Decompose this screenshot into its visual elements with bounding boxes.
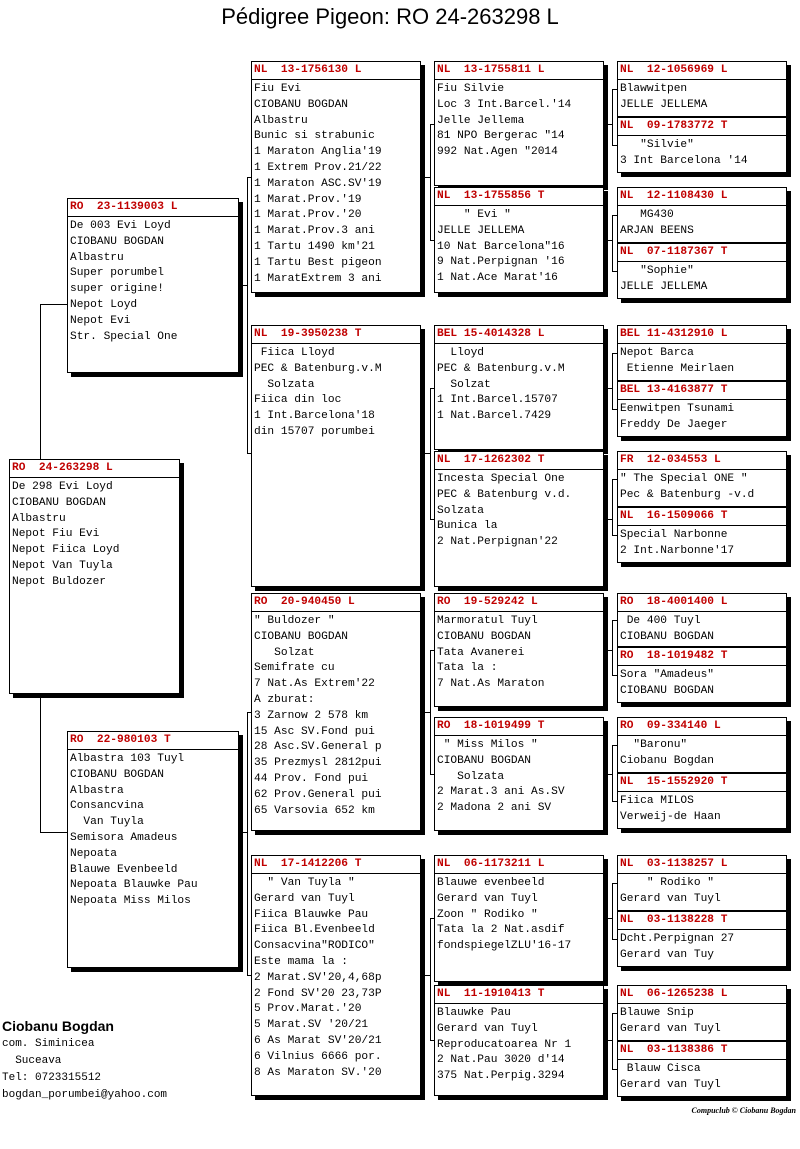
pigeon-card-ddd [434, 985, 604, 1096]
pigeon-info-line: 2 Int.Narbonne'17 [620, 544, 735, 557]
pigeon-info-line: 44 Prov. Fond pui [254, 772, 369, 785]
pigeon-info-line: Etienne Meirlaen [620, 362, 735, 375]
pigeon-info-line: 5 Prov.Marat.'20 [254, 1003, 362, 1016]
pigeon-card-sd [251, 325, 421, 587]
connector-line [612, 479, 613, 535]
pigeon-card-dsd [434, 717, 604, 831]
pigeon-info-line: Eenwitpen Tsunami [620, 403, 735, 415]
connector-line [604, 1040, 612, 1041]
connector-line [247, 177, 248, 453]
pigeon-info-line: Gerard van Tuyl [620, 1022, 721, 1035]
ring-number: RO 24-263298 L [10, 460, 179, 478]
pigeon-info-line: Albastru [254, 114, 308, 127]
pigeon-info-line: Blauwe Snip [620, 1007, 694, 1019]
pigeon-card-g14 [617, 911, 787, 967]
pigeon-info-line: Solzat [437, 378, 491, 391]
pigeon-info-line: Fiica din loc [254, 394, 342, 407]
pigeon-info-line: 1 MaratExtrem 3 ani [254, 272, 382, 285]
pigeon-info-line: Fiica MILOS [620, 795, 694, 807]
ring-number: NL 13-1756130 L [252, 62, 420, 80]
pigeon-info-line: PEC & Batenburg.v.M [437, 362, 565, 375]
pigeon-info-line: Solzata [437, 504, 484, 517]
ring-number: BEL 11-4312910 L [618, 326, 786, 344]
connector-line [40, 304, 41, 459]
pigeon-card-g3 [617, 187, 787, 243]
pigeon-info-line: Nepot Van Tuyla [12, 559, 113, 572]
connector-line [604, 519, 612, 520]
ring-number: NL 03-1138257 L [618, 856, 786, 874]
connector-line [40, 698, 41, 832]
pigeon-info-line: 1 Nat.Ace Marat'16 [437, 272, 558, 285]
pigeon-card-sdd [434, 451, 604, 587]
owner-name: Ciobanu Bogdan [2, 1018, 114, 1034]
pigeon-info-line: 62 Prov.General pui [254, 788, 382, 801]
pigeon-info-line: Lloyd [437, 347, 484, 359]
pigeon-info-line: Tata la : [437, 662, 498, 675]
pigeon-info-line: 7 Nat.As Maraton [437, 678, 545, 691]
pigeon-info-line: 1 Nat.Barcel.7429 [437, 410, 552, 423]
pigeon-info-line: CIOBANU BOGDAN [12, 496, 106, 509]
pigeon-card-g15 [617, 985, 787, 1041]
pigeon-info-line: Fiica Bl.Evenbeeld [254, 924, 375, 937]
pigeon-info-line: 375 Nat.Perpig.3294 [437, 1070, 565, 1083]
connector-line [604, 918, 612, 919]
pigeon-card-dd [251, 855, 421, 1096]
pigeon-info-line: Nepot Evi [70, 314, 131, 327]
pigeon-info-line: Albastru [70, 251, 124, 264]
pigeon-card-g12 [617, 773, 787, 829]
pigeon-info-line: 3 Zarnow 2 578 km [254, 709, 369, 722]
ring-number: NL 11-1910413 T [435, 986, 603, 1004]
pigeon-info-line: " Rodiko " [620, 877, 714, 889]
connector-line [247, 712, 248, 975]
pigeon-info-line: 1 Int.Barcelona'18 [254, 410, 375, 423]
pigeon-info-line: 1 Marat.Prov.'19 [254, 193, 362, 206]
pigeon-info-line: Tata Avanerei [437, 646, 525, 659]
pigeon-info-line: 2 Nat.Pau 3020 d'14 [437, 1054, 565, 1067]
pigeon-info-line: Ciobanu Bogdan [620, 754, 714, 767]
pigeon-card-g1 [617, 61, 787, 117]
pigeon-info-line: De 298 Evi Loyd [12, 481, 113, 493]
pigeon-info-line: Special Narbonne [620, 529, 728, 541]
owner-address-line: Suceava [2, 1055, 62, 1067]
pigeon-info-line: Gerard van Tuy [620, 948, 714, 961]
pigeon-info-line: Nepot Fiica Loyd [12, 544, 120, 557]
pigeon-card-g9 [617, 593, 787, 647]
pigeon-info-line: 81 NPO Bergerac "14 [437, 130, 565, 143]
pigeon-info-line: CIOBANU BOGDAN [620, 630, 714, 643]
pigeon-info-line: JELLE JELLEMA [437, 224, 525, 237]
pigeon-info-line: Blauwke Pau [437, 1007, 511, 1019]
pigeon-card-g13 [617, 855, 787, 911]
ring-number: RO 22-980103 T [68, 732, 238, 750]
pigeon-info-line: 35 Prezmysl 2812pui [254, 757, 382, 770]
pigeon-info-line: Albastra 103 Tuyl [70, 753, 185, 765]
ring-number: NL 16-1509066 T [618, 508, 786, 526]
ring-number: RO 18-4001400 L [618, 594, 786, 612]
pigeon-info-line: Consacvina"RODICO" [254, 940, 375, 953]
ring-number: FR 12-034553 L [618, 452, 786, 470]
ring-number: NL 07-1187367 T [618, 244, 786, 262]
pigeon-info-line: 3 Int Barcelona '14 [620, 154, 748, 167]
pigeon-info-line: 1 Extrem Prov.21/22 [254, 161, 382, 174]
pigeon-card-ds [251, 593, 421, 831]
pigeon-card-sds [434, 325, 604, 450]
pigeon-info-line: Blawwitpen [620, 83, 688, 95]
pigeon-info-line: Dcht.Perpignan 27 [620, 933, 735, 945]
pigeon-info-line: Fiu Silvie [437, 83, 505, 95]
pigeon-info-line: Verweij-de Haan [620, 810, 721, 823]
pigeon-info-line: 1 Marat.Prov.3 ani [254, 225, 375, 238]
pigeon-info-line: 2 Marat.SV'20,4,68p [254, 971, 382, 984]
pigeon-info-line: Gerard van Tuyl [254, 892, 355, 905]
ring-number: NL 03-1138228 T [618, 912, 786, 930]
pigeon-info-line: Bunic si strabunic [254, 130, 375, 143]
pigeon-card-sire [67, 198, 239, 373]
pigeon-info-line: Gerard van Tuyl [437, 892, 538, 905]
pigeon-info-line: 1 Maraton Anglia'19 [254, 146, 382, 159]
pigeon-info-line: 2 Fond SV'20 23,73P [254, 987, 382, 1000]
pigeon-info-line: Blauwe Evenbeeld [70, 863, 178, 876]
pigeon-info-line: De 003 Evi Loyd [70, 220, 171, 232]
pigeon-card-ssd [434, 187, 604, 293]
pigeon-info-line: Zoon " Rodiko " [437, 908, 538, 921]
pigeon-info-line: "Silvie" [620, 139, 694, 151]
connector-line [612, 883, 613, 939]
pigeon-card-ss [251, 61, 421, 293]
pigeon-info-line: 10 Nat Barcelona"16 [437, 240, 565, 253]
pigeon-info-line: Semifrate cu [254, 662, 335, 675]
connector-line [612, 215, 613, 271]
ring-number: NL 15-1552920 T [618, 774, 786, 792]
pigeon-info-line: Freddy De Jaeger [620, 418, 728, 431]
ring-number: RO 18-1019482 T [618, 648, 786, 666]
pigeon-info-line: Blauwe evenbeeld [437, 877, 545, 889]
pigeon-info-line: Nepot Buldozer [12, 575, 106, 588]
pigeon-info-line: 15 Asc SV.Fond pui [254, 725, 375, 738]
ring-number: NL 17-1412206 T [252, 856, 420, 874]
connector-line [612, 620, 613, 675]
connector-line [430, 388, 431, 519]
pigeon-info-line: Nepot Loyd [70, 298, 138, 311]
pigeon-info-line: Consancvina [70, 800, 144, 813]
pigeon-info-line: Sora "Amadeus" [620, 669, 714, 681]
pigeon-info-line: Pec & Batenburg -v.d [620, 488, 755, 501]
pigeon-info-line: PEC & Batenburg.v.M [254, 362, 382, 375]
pigeon-info-line: CIOBANU BOGDAN [254, 630, 348, 643]
pigeon-info-line: Gerard van Tuyl [437, 1022, 538, 1035]
pigeon-info-line: Solzata [254, 378, 315, 391]
ring-number: NL 19-3950238 T [252, 326, 420, 344]
ring-number: RO 23-1139003 L [68, 199, 238, 217]
credit-text: Compuclub © Ciobanu Bogdan [691, 1106, 796, 1115]
pigeon-info-line: " Evi " [437, 209, 511, 221]
pigeon-info-line: din 15707 porumbei [254, 425, 375, 438]
pigeon-info-line: 2 Nat.Perpignan'22 [437, 536, 558, 549]
pigeon-info-line: Super porumbel [70, 267, 164, 280]
pigeon-card-g11 [617, 717, 787, 773]
connector-line [612, 89, 613, 145]
connector-line [604, 124, 612, 125]
owner-phone: Tel: 0723315512 [2, 1072, 102, 1084]
connector-line [430, 124, 431, 240]
pigeon-info-line: Fiica Blauwke Pau [254, 908, 369, 921]
pigeon-info-line: ARJAN BEENS [620, 224, 694, 237]
pigeon-info-line: Nepoata Blauwke Pau [70, 879, 198, 892]
pigeon-info-line: 6 As Marat SV'20/21 [254, 1034, 382, 1047]
pigeon-info-line: Nepot Fiu Evi [12, 528, 100, 541]
ring-number: NL 12-1108430 L [618, 188, 786, 206]
pigeon-card-g16 [617, 1041, 787, 1097]
pigeon-info-line: CIOBANU BOGDAN [70, 768, 164, 781]
pigeon-card-dam [67, 731, 239, 968]
ring-number: NL 17-1262302 T [435, 452, 603, 470]
ring-number: NL 13-1755811 L [435, 62, 603, 80]
pigeon-info-line: "Sophie" [620, 265, 694, 277]
connector-line [421, 712, 430, 713]
pigeon-card-g4 [617, 243, 787, 299]
owner-info [2, 1016, 167, 1104]
pigeon-info-line: 28 Asc.SV.General p [254, 741, 382, 754]
connector-line [421, 975, 430, 976]
connector-line [604, 240, 612, 241]
pigeon-info-line: CIOBANU BOGDAN [437, 630, 531, 643]
connector-line [430, 650, 431, 774]
connector-line [421, 177, 430, 178]
pigeon-card-g6 [617, 381, 787, 437]
pigeon-info-line: CIOBANU BOGDAN [437, 754, 531, 767]
connector-line [604, 650, 612, 651]
pigeon-info-line: Str. Special One [70, 330, 178, 343]
connector-line [612, 1013, 613, 1069]
ring-number: RO 20-940450 L [252, 594, 420, 612]
pigeon-info-line: Reproducatoarea Nr 1 [437, 1038, 572, 1051]
connector-line [239, 832, 247, 833]
pigeon-info-line: Gerard van Tuyl [620, 1078, 721, 1091]
connector-line [604, 774, 612, 775]
pigeon-info-line: 9 Nat.Perpignan '16 [437, 256, 565, 269]
pigeon-info-line: Gerard van Tuyl [620, 892, 721, 905]
pigeon-info-line: Albastra [70, 784, 124, 797]
pigeon-info-line: Jelle Jellema [437, 114, 525, 127]
pigeon-info-line: 8 As Maraton SV.'20 [254, 1066, 382, 1079]
pigeon-info-line: Este mama la : [254, 955, 348, 968]
pigeon-info-line: CIOBANU BOGDAN [254, 98, 348, 111]
pigeon-info-line: PEC & Batenburg v.d. [437, 488, 572, 501]
connector-line [239, 285, 247, 286]
connector-line [612, 353, 613, 409]
pigeon-info-line: 6 Vilnius 6666 por. [254, 1050, 382, 1063]
pigeon-card-g10 [617, 647, 787, 703]
connector-line [40, 832, 67, 833]
pigeon-info-line: " Buldozer " [254, 615, 335, 627]
pigeon-info-line: fondspiegelZLU'16-17 [437, 940, 572, 953]
pigeon-info-line: Blauw Cisca [620, 1063, 701, 1075]
pigeon-info-line: JELLE JELLEMA [620, 280, 708, 293]
pigeon-info-line: A zburat: [254, 693, 315, 706]
pigeon-info-line: CIOBANU BOGDAN [70, 235, 164, 248]
pigeon-info-line: CIOBANU BOGDAN [620, 684, 714, 697]
pigeon-card-sss [434, 61, 604, 186]
pigeon-info-line: "Baronu" [620, 739, 688, 751]
pigeon-info-line: 7 Nat.As Extrem'22 [254, 678, 375, 691]
ring-number: RO 19-529242 L [435, 594, 603, 612]
pigeon-info-line: " Van Tuyla " [254, 877, 355, 889]
connector-line [604, 388, 612, 389]
ring-number: BEL 13-4163877 T [618, 382, 786, 400]
ring-number: NL 03-1138386 T [618, 1042, 786, 1060]
pigeon-info-line: Nepoata [70, 847, 117, 860]
page-title: Pédigree Pigeon: RO 24-263298 L [221, 4, 559, 29]
connector-line [40, 304, 67, 305]
pigeon-info-line: Fiica Lloyd [254, 347, 335, 359]
ring-number: NL 12-1056969 L [618, 62, 786, 80]
ring-number: RO 18-1019499 T [435, 718, 603, 736]
pigeon-info-line: Fiu Evi [254, 83, 301, 95]
pigeon-info-line: Marmoratul Tuyl [437, 615, 538, 627]
pigeon-info-line: super origine! [70, 283, 164, 296]
pigeon-info-line: 2 Marat.3 ani As.SV [437, 786, 565, 799]
pigeon-info-line: JELLE JELLEMA [620, 98, 708, 111]
ring-number: NL 06-1265238 L [618, 986, 786, 1004]
pigeon-card-g5 [617, 325, 787, 381]
pigeon-card-main [9, 459, 180, 694]
pigeon-info-line: 65 Varsovia 652 km [254, 804, 375, 817]
ring-number: RO 09-334140 L [618, 718, 786, 736]
pigeon-info-line: Tata la 2 Nat.asdif [437, 924, 565, 937]
pigeon-info-line: Van Tuyla [70, 816, 144, 829]
ring-number: NL 13-1755856 T [435, 188, 603, 206]
pigeon-info-line: De 400 Tuyl [620, 615, 701, 627]
pigeon-info-line: Solzat [254, 646, 315, 659]
pigeon-card-g8 [617, 507, 787, 563]
pigeon-info-line: Bunica la [437, 520, 498, 533]
connector-line [612, 745, 613, 801]
pigeon-info-line: 1 Int.Barcel.15707 [437, 394, 558, 407]
pigeon-info-line: Nepot Barca [620, 347, 694, 359]
pigeon-card-dss [434, 593, 604, 707]
pigeon-info-line: 1 Maraton ASC.SV'19 [254, 177, 382, 190]
pigeon-info-line: MG430 [620, 209, 674, 221]
pigeon-info-line: 992 Nat.Agen "2014 [437, 146, 558, 159]
pigeon-info-line: Incesta Special One [437, 473, 565, 485]
pigeon-info-line: Loc 3 Int.Barcel.'14 [437, 98, 572, 111]
connector-line [421, 453, 430, 454]
ring-number: BEL 15-4014328 L [435, 326, 603, 344]
pigeon-info-line: Solzata [437, 770, 505, 783]
pigeon-card-g7 [617, 451, 787, 507]
ring-number: NL 06-1173211 L [435, 856, 603, 874]
pigeon-card-dds [434, 855, 604, 982]
pigeon-info-line: " Miss Milos " [437, 739, 538, 751]
pigeon-info-line: 1 Marat.Prov.'20 [254, 209, 362, 222]
pigeon-info-line: 5 Marat.SV '20/21 [254, 1019, 369, 1032]
pigeon-info-line: 1 Tartu 1490 km'21 [254, 240, 375, 253]
owner-address-line: com. Siminicea [2, 1038, 95, 1050]
ring-number: NL 09-1783772 T [618, 118, 786, 136]
pigeon-card-g2 [617, 117, 787, 173]
owner-email: bogdan_porumbei@yahoo.com [2, 1089, 168, 1101]
pigeon-info-line: Nepoata Miss Milos [70, 895, 191, 908]
pigeon-info-line: " The Special ONE " [620, 473, 748, 485]
pigeon-info-line: Semisora Amadeus [70, 831, 178, 844]
pigeon-info-line: 1 Tartu Best pigeon [254, 256, 382, 269]
pigeon-info-line: 2 Madona 2 ani SV [437, 802, 552, 815]
pigeon-info-line: Albastru [12, 512, 66, 525]
connector-line [430, 918, 431, 1040]
